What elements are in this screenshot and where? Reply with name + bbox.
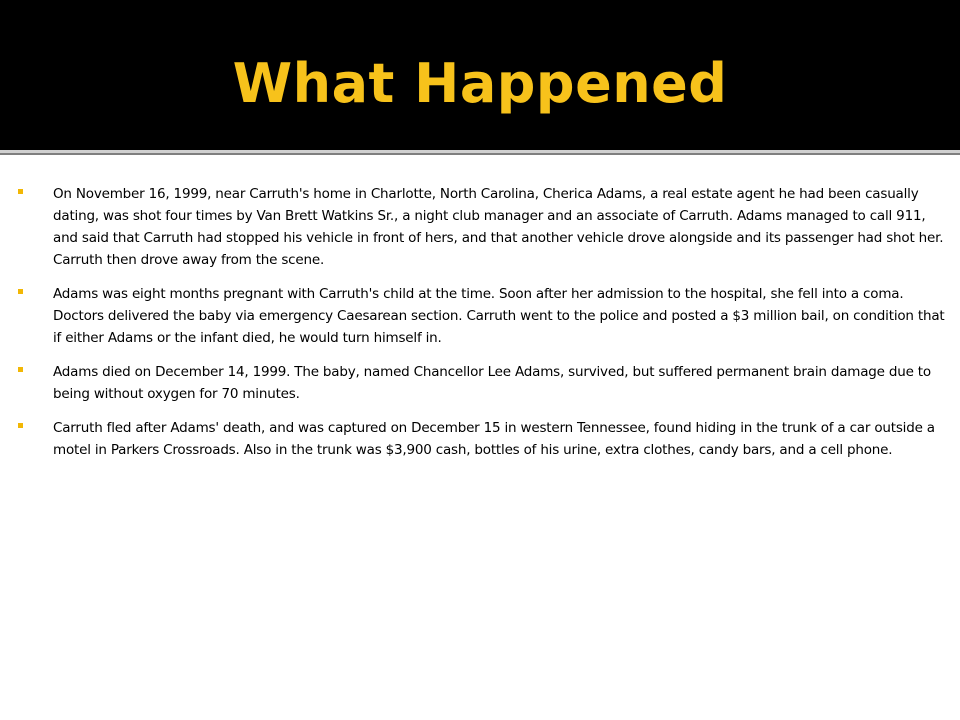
bullet-text: Carruth fled after Adams' death, and was captured on December 15 in western Tennessee, found hiding in the trunk of a car outside a motel in Parkers Crossroads. Also in the trunk was $3,900 cash, bottles of his urine, extra clothes, candy bars, and a cell phone. xyxy=(53,420,935,458)
bullet-item xyxy=(0,361,960,405)
bullet-item xyxy=(0,283,960,349)
title-band xyxy=(0,0,960,150)
slide-title: What Happened xyxy=(232,52,728,115)
square-bullet-icon xyxy=(18,189,23,194)
bullet-text: On November 16, 1999, near Carruth's home in Charlotte, North Carolina, Cherica Adams, a real estate agent he had been casually dating, was shot four times by Van Brett Watkins Sr., a night club manager and an associate of Carruth. Adams managed to call 911, and said that Carruth had stopped his vehicle in front of hers, and that another vehicle drove alongside and its passenger had shot her. Carruth then drove away from the scene. xyxy=(53,186,944,268)
square-bullet-icon xyxy=(18,367,23,372)
bullet-item xyxy=(0,417,960,461)
square-bullet-icon xyxy=(18,289,23,294)
bullet-text: Adams was eight months pregnant with Carruth's child at the time. Soon after her admission to the hospital, she fell into a coma. Doctors delivered the baby via emergency Caesarean section. Carruth went to the police and posted a $3 million bail, on condition that if either Adams or the infant died, he would turn himself in. xyxy=(53,286,945,346)
bullet-item xyxy=(0,183,960,271)
title-divider-dark xyxy=(0,153,960,155)
bullet-text: Adams died on December 14, 1999. The baby, named Chancellor Lee Adams, survived, but suffered permanent brain damage due to being without oxygen for 70 minutes. xyxy=(53,364,931,402)
square-bullet-icon xyxy=(18,423,23,428)
bullet-list xyxy=(0,183,960,473)
